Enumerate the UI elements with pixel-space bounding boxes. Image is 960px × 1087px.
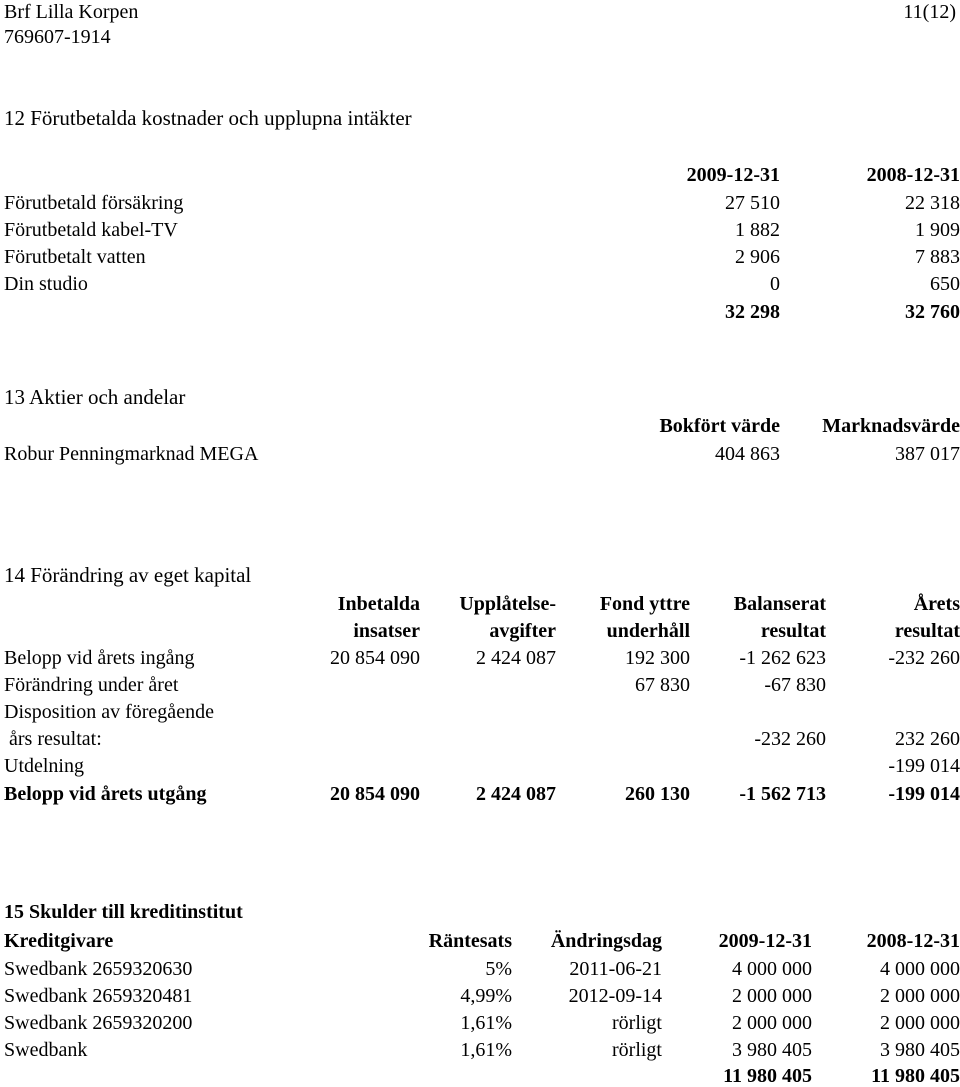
col-header: Balanserat (733, 593, 826, 615)
note12-total-2008: 32 760 (905, 301, 960, 323)
table-cell: -199 014 (888, 783, 960, 805)
table-row-label: Swedbank (4, 1039, 88, 1061)
table-cell: 27 510 (725, 192, 780, 214)
table-cell: -232 260 (754, 728, 826, 750)
col-header: Kreditgivare (4, 930, 114, 952)
table-row-label: Din studio (4, 273, 88, 295)
table-cell: 4 000 000 (732, 958, 812, 980)
col-header: Fond yttre (599, 593, 690, 615)
table-row-label: Förändring under året (4, 674, 179, 696)
table-cell: 404 863 (715, 443, 780, 465)
table-cell: 192 300 (625, 647, 690, 669)
table-cell: 5% (485, 958, 512, 980)
col-header: resultat (760, 620, 826, 642)
col-header: insatser (353, 620, 420, 642)
org-name: Brf Lilla Korpen (4, 1, 139, 23)
table-cell: 2 906 (735, 246, 780, 268)
table-cell: 4,99% (460, 985, 512, 1007)
table-row-label: Swedbank 2659320630 (4, 958, 193, 980)
table-cell: 2 000 000 (732, 985, 812, 1007)
col-header: Räntesats (428, 930, 512, 952)
table-cell: -199 014 (888, 755, 960, 777)
table-cell: -1 562 713 (739, 783, 826, 805)
table-cell: 0 (770, 273, 780, 295)
col-header: 2009-12-31 (718, 930, 812, 952)
table-cell: 260 130 (625, 783, 690, 805)
table-row-label: Förutbetald kabel-TV (4, 219, 178, 241)
table-cell: rörligt (612, 1012, 662, 1034)
table-cell: 1 909 (915, 219, 960, 241)
col-header: Upplåtelse- (459, 593, 556, 615)
table-row-label: Swedbank 2659320200 (4, 1012, 193, 1034)
table-cell: 232 260 (895, 728, 960, 750)
table-cell: 3 980 405 (732, 1039, 812, 1061)
table-cell: 3 980 405 (880, 1039, 960, 1061)
note12-total-2009: 32 298 (725, 301, 780, 323)
col-header: Inbetalda (337, 593, 420, 615)
table-row-label: års resultat: (4, 728, 102, 750)
note12-col-2008: 2008-12-31 (866, 164, 960, 186)
table-cell: 67 830 (635, 674, 690, 696)
table-row-label: Disposition av föregående (4, 701, 214, 723)
table-cell: 650 (930, 273, 960, 295)
table-cell: 7 883 (915, 246, 960, 268)
table-row-label: Swedbank 2659320481 (4, 985, 193, 1007)
col-header: Årets (913, 593, 960, 615)
note13-col-market-value: Marknadsvärde (822, 415, 960, 437)
table-cell: 20 854 090 (330, 647, 420, 669)
table-row-label: Belopp vid årets utgång (4, 783, 207, 805)
table-cell: 2 000 000 (732, 1012, 812, 1034)
note15-total-2008: 11 980 405 (871, 1065, 960, 1087)
table-cell: 2 424 087 (476, 647, 556, 669)
table-cell: rörligt (612, 1039, 662, 1061)
page-number: 11(12) (903, 1, 956, 23)
col-header: Ändringsdag (550, 930, 662, 952)
table-cell: 2011-06-21 (569, 958, 662, 980)
note14-title: 14 Förändring av eget kapital (4, 563, 252, 587)
table-cell: 2012-09-14 (568, 985, 662, 1007)
note12-title: 12 Förutbetalda kostnader och upplupna intäkter (4, 106, 412, 130)
table-cell: 20 854 090 (330, 783, 420, 805)
col-header: resultat (894, 620, 960, 642)
note15-title: 15 Skulder till kreditinstitut (4, 901, 243, 923)
table-cell: 4 000 000 (880, 958, 960, 980)
note15-total-2009: 11 980 405 (723, 1065, 812, 1087)
table-cell: 387 017 (895, 443, 960, 465)
table-row-label: Robur Penningmarknad MEGA (4, 443, 259, 465)
table-cell: 1,61% (460, 1012, 512, 1034)
table-cell: 1,61% (460, 1039, 512, 1061)
table-row-label: Förutbetald försäkring (4, 192, 184, 214)
table-cell: 2 424 087 (476, 783, 556, 805)
table-cell: -67 830 (764, 674, 826, 696)
col-header: underhåll (606, 620, 690, 642)
table-cell: 2 000 000 (880, 1012, 960, 1034)
table-cell: 22 318 (905, 192, 960, 214)
table-cell: 2 000 000 (880, 985, 960, 1007)
table-row-label: Förutbetalt vatten (4, 246, 146, 268)
table-cell: -1 262 623 (739, 647, 826, 669)
col-header: 2008-12-31 (866, 930, 960, 952)
table-cell: -232 260 (888, 647, 960, 669)
org-number: 769607-1914 (4, 26, 111, 48)
col-header: avgifter (489, 620, 556, 642)
note13-title: 13 Aktier och andelar (4, 385, 186, 409)
table-row-label: Belopp vid årets ingång (4, 647, 195, 669)
table-row-label: Utdelning (4, 755, 84, 777)
table-cell: 1 882 (735, 219, 780, 241)
note13-col-book-value: Bokfört värde (659, 415, 780, 437)
note12-col-2009: 2009-12-31 (686, 164, 780, 186)
